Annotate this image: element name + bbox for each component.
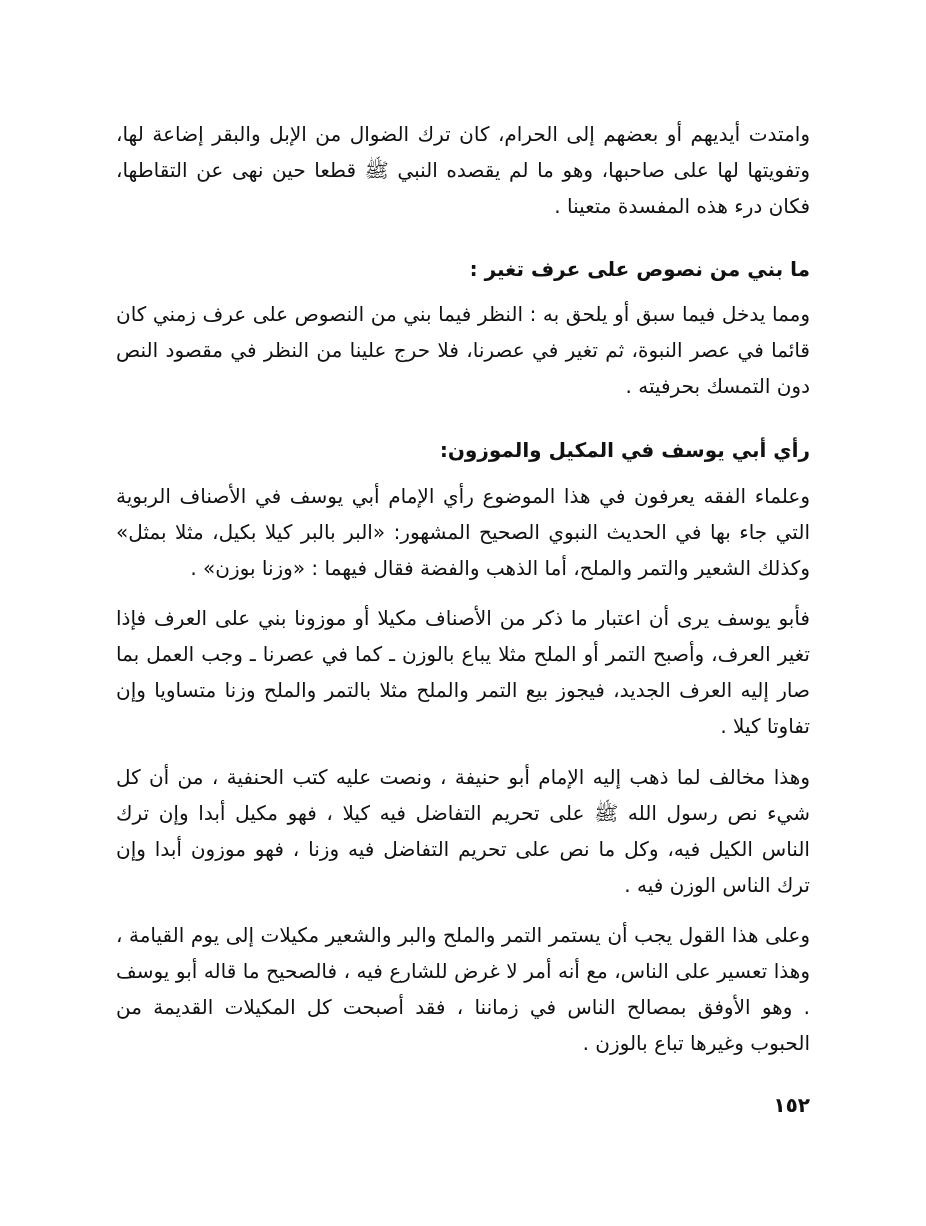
page-number: ١٥٢ — [773, 1093, 810, 1117]
paragraph-abu-yusuf-view: فأبو يوسف يرى أن اعتبار ما ذكر من الأصناف مكيلا أو موزونا بني على العرف فإذا تغير العرف، وأصبح التمر أو الملح مثلا يباع بالوزن ـ كما في عصرنا ـ وجب العمل بما صار إليه العرف الجديد، فيجوز بيع التمر والملح مثلا بالتمر والملح وزنا متساويا وإن تفاوتا كيلا . — [116, 606, 810, 738]
section-heading-custom-texts: ما بني من نصوص على عرف تغير : — [469, 257, 810, 281]
paragraph-lost-animals: وامتدت أيديهم أو بعضهم إلى الحرام، كان ترك الضوال من الإبل والبقر إضاعة لها، وتفويتها لها على صاحبها، وهو ما لم يقصده النبي ﷺ قطعا حين نهى عن التقاطها، فكان درء هذه المفسدة متعينا . — [116, 122, 810, 218]
section-heading-abu-yusuf: رأي أبي يوسف في المكيل والموزون: — [439, 438, 810, 462]
paragraph-texts-on-custom: ومما يدخل فيما سبق أو يلحق به : النظر فيما بني من النصوص على عرف زمني كان قائما في عصر النبوة، ثم تغير في عصرنا، فلا حرج علينا من النظر في مقصود النص دون التمسك بحرفيته . — [116, 302, 810, 398]
paragraph-conclusion: وعلى هذا القول يجب أن يستمر التمر والملح والبر والشعير مكيلات إلى يوم القيامة ، وهذا تعسير على الناس، مع أنه أمر لا غرض للشارع فيه ، فالصحيح ما قاله أبو يوسف . وهو الأوفق بمصالح الناس في زماننا ، فقد أصبحت كل المكيلات القديمة من الحبوب وغيرها تباع بالوزن . — [116, 923, 810, 1055]
paragraph-usury-items: وعلماء الفقه يعرفون في هذا الموضوع رأي الإمام أبي يوسف في الأصناف الربوية التي جاء بها في الحديث النبوي الصحيح المشهور: «البر بالبر كيلا بكيل، مثلا بمثل» وكذلك الشعير والتمر والملح، أما الذهب والفضة فقال فيهما : «وزنا بوزن» . — [116, 484, 810, 580]
paragraph-abu-hanifa-view: وهذا مخالف لما ذهب إليه الإمام أبو حنيفة ، ونصت عليه كتب الحنفية ، من أن كل شيء نص رسول الله ﷺ على تحريم التفاضل فيه كيلا ، فهو مكيل أبدا وإن ترك الناس الكيل فيه، وكل ما نص على تحريم التفاضل فيه وزنا ، فهو موزون أبدا وإن ترك الناس الوزن فيه . — [116, 765, 810, 897]
